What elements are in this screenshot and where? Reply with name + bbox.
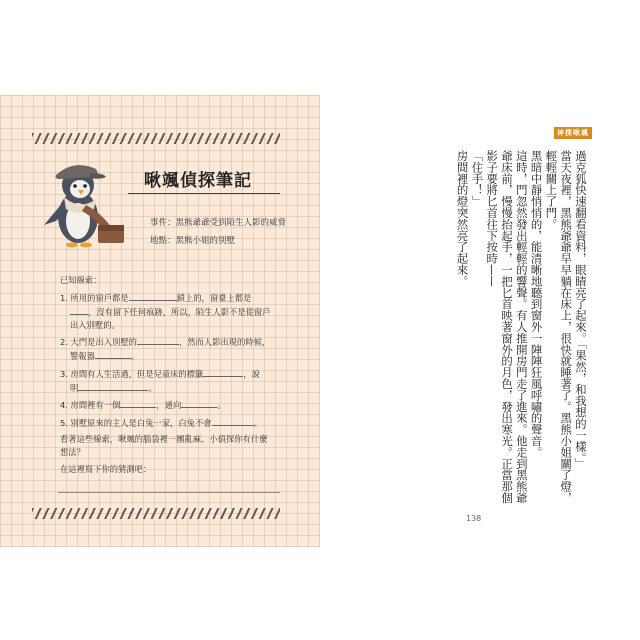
- paragraph: 當天夜裡，黑熊爺爺早早躺在床上，很快就睡著了。黑熊小姐關了燈，輕輕關上了門。: [544, 150, 574, 504]
- title-underline: [128, 193, 280, 194]
- answer-blank[interactable]: [78, 381, 148, 391]
- penguin-detective-illustration: [34, 153, 130, 253]
- paragraph: 黑暗中靜悄悄的，能清晰地聽到窗外一陣陣狂風呼嘯的聲音。: [529, 150, 544, 458]
- story-text: [455, 150, 588, 510]
- known-clues-heading: 已知線索：: [60, 275, 102, 285]
- event-line: 事件：黑熊爺爺受到陌生人影的威脅: [150, 218, 287, 228]
- clue-4: 4. 房間裡有一個 ，通向 。: [60, 400, 226, 410]
- answer-blank[interactable]: [137, 335, 179, 345]
- answer-blank[interactable]: [203, 367, 243, 377]
- answer-blank[interactable]: [120, 398, 156, 408]
- clue-1: 1. 所用的窗戶都是 鎖上的，窗臺上都是 ，沒有留下任何痕跡，所以，陌生人影不是從窗戶 出入別墅的。: [60, 292, 271, 330]
- clue-3: 3. 房間有人生活過，但是兒童床的標籤 ，說 明 。: [60, 368, 260, 393]
- paragraph: 房間裡的燈突然亮了起來。: [455, 150, 470, 287]
- hatch-border-bottom: [32, 508, 280, 519]
- paragraph: 這時，門忽然發出輕輕的響聲。有人推開房門走了進來。他走到黑熊爺爺床前，慢慢抬起手，一把匕首映著窗外的月色，發出寒光。正當那個影子要將匕首往下按時——: [485, 150, 529, 504]
- write-prompt: 在這裡寫下你的猜測吧：: [60, 463, 152, 474]
- clue-2: 2. 大門是出入別墅的 ，然而人影出現的時候， 警報器 。: [60, 337, 271, 361]
- clue-5: 5. 別墅原來的主人是白兔一家，白兔不會 。: [60, 417, 262, 428]
- page-number: 138: [466, 514, 482, 523]
- paragraph: 過克狐快速翻看資料，眼睛亮了起來。「果然，和我想的一樣。」: [574, 150, 588, 470]
- answer-blank[interactable]: [181, 398, 217, 408]
- write-line[interactable]: [58, 492, 280, 493]
- hatch-border-top: [32, 133, 280, 144]
- answer-blank[interactable]: [95, 349, 131, 359]
- chapter-label: 神探啾颯: [554, 127, 592, 139]
- answer-blank[interactable]: [212, 416, 254, 426]
- clues-section: [60, 274, 285, 479]
- notebook-title: 啾颯偵探筆記: [144, 171, 252, 191]
- location-line: 地點：黑熊小姐的別墅: [150, 236, 236, 246]
- answer-blank[interactable]: [129, 291, 177, 301]
- answer-blank[interactable]: [70, 305, 88, 315]
- prompt-text: 看著這些線索，啾颯的腦袋裡一團亂麻。小偵探你有什麼 想法？: [60, 434, 268, 457]
- paragraph: 「住手！」: [470, 150, 485, 207]
